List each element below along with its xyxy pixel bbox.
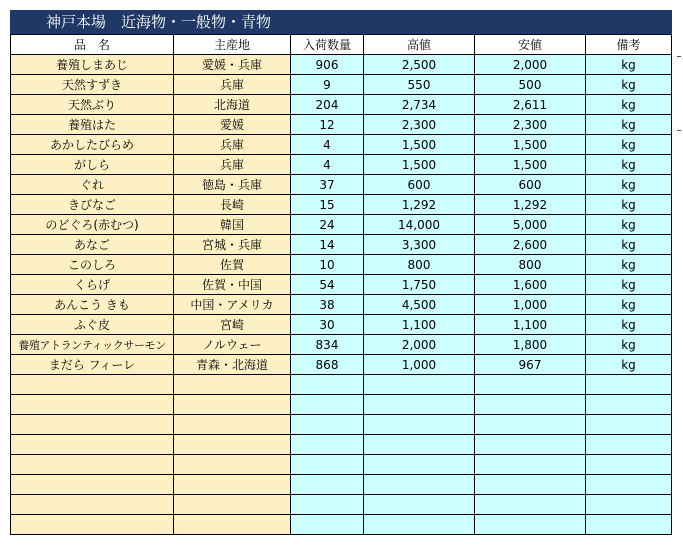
- high-price-cell: 1,500: [364, 135, 475, 155]
- low-price-cell: 600: [475, 175, 586, 195]
- empty-cell: [11, 475, 174, 495]
- note-cell: kg: [586, 155, 672, 175]
- header-row: [11, 35, 672, 55]
- quantity-cell: 14: [291, 235, 364, 255]
- sheet-title: 神戸本場 近海物・一般物・青物: [10, 10, 672, 34]
- empty-cell: [364, 495, 475, 515]
- low-price-cell: 1,500: [475, 155, 586, 175]
- quantity-cell: 868: [291, 355, 364, 375]
- high-price-cell: 600: [364, 175, 475, 195]
- empty-cell: [174, 455, 291, 475]
- note-cell: kg: [586, 75, 672, 95]
- empty-cell: [586, 515, 672, 535]
- empty-cell: [11, 495, 174, 515]
- low-price-cell: 1,000: [475, 295, 586, 315]
- note-cell: kg: [586, 55, 672, 75]
- table-row: [11, 175, 672, 195]
- low-price-cell: 800: [475, 255, 586, 275]
- quantity-cell: 10: [291, 255, 364, 275]
- quantity-cell: 37: [291, 175, 364, 195]
- item-name-cell: のどぐろ(赤むつ): [11, 215, 174, 235]
- note-cell: kg: [586, 135, 672, 155]
- empty-cell: [291, 375, 364, 395]
- low-price-cell: 2,300: [475, 115, 586, 135]
- quantity-cell: 834: [291, 335, 364, 355]
- table-row: [11, 255, 672, 275]
- origin-cell: 宮城・兵庫: [174, 235, 291, 255]
- item-name-cell: まだら フィーレ: [11, 355, 174, 375]
- item-name-cell: がしら: [11, 155, 174, 175]
- quantity-cell: 38: [291, 295, 364, 315]
- origin-cell: 韓国: [174, 215, 291, 235]
- note-cell: kg: [586, 355, 672, 375]
- low-price-cell: 1,800: [475, 335, 586, 355]
- empty-cell: [174, 395, 291, 415]
- item-name-cell: 天然すずき: [11, 75, 174, 95]
- empty-cell: [174, 475, 291, 495]
- table-row: [11, 295, 672, 315]
- edge-mark: [677, 130, 681, 131]
- empty-cell: [364, 375, 475, 395]
- empty-cell: [475, 455, 586, 475]
- empty-cell: [11, 455, 174, 475]
- origin-cell: 愛媛: [174, 115, 291, 135]
- header-low: 安値: [475, 35, 586, 55]
- low-price-cell: 967: [475, 355, 586, 375]
- empty-cell: [586, 375, 672, 395]
- empty-cell: [364, 455, 475, 475]
- low-price-cell: 1,100: [475, 315, 586, 335]
- empty-cell: [475, 375, 586, 395]
- empty-row: [11, 515, 672, 535]
- high-price-cell: 550: [364, 75, 475, 95]
- empty-cell: [364, 475, 475, 495]
- low-price-cell: 1,600: [475, 275, 586, 295]
- empty-cell: [364, 515, 475, 535]
- table-row: [11, 155, 672, 175]
- table-row: [11, 275, 672, 295]
- low-price-cell: 1,292: [475, 195, 586, 215]
- edge-mark: [677, 56, 681, 57]
- header-qty: 入荷数量: [291, 35, 364, 55]
- origin-cell: 中国・アメリカ: [174, 295, 291, 315]
- note-cell: kg: [586, 255, 672, 275]
- empty-cell: [291, 455, 364, 475]
- note-cell: kg: [586, 115, 672, 135]
- item-name-cell: くらげ: [11, 275, 174, 295]
- empty-cell: [586, 455, 672, 475]
- high-price-cell: 2,300: [364, 115, 475, 135]
- empty-cell: [291, 435, 364, 455]
- note-cell: kg: [586, 275, 672, 295]
- empty-cell: [11, 415, 174, 435]
- empty-cell: [475, 515, 586, 535]
- empty-cell: [174, 515, 291, 535]
- empty-cell: [291, 475, 364, 495]
- empty-cell: [174, 415, 291, 435]
- high-price-cell: 2,000: [364, 335, 475, 355]
- item-name-cell: あかしたびらめ: [11, 135, 174, 155]
- table-row: [11, 75, 672, 95]
- table-body: [11, 55, 672, 535]
- empty-row: [11, 455, 672, 475]
- quantity-cell: 24: [291, 215, 364, 235]
- empty-cell: [291, 515, 364, 535]
- high-price-cell: 4,500: [364, 295, 475, 315]
- item-name-cell: 養殖アトランティックサーモン: [11, 335, 174, 355]
- header-high: 高値: [364, 35, 475, 55]
- empty-cell: [586, 415, 672, 435]
- origin-cell: 兵庫: [174, 75, 291, 95]
- empty-row: [11, 495, 672, 515]
- origin-cell: ノルウェー: [174, 335, 291, 355]
- empty-row: [11, 415, 672, 435]
- empty-cell: [586, 395, 672, 415]
- note-cell: kg: [586, 315, 672, 335]
- origin-cell: 徳島・兵庫: [174, 175, 291, 195]
- high-price-cell: 3,300: [364, 235, 475, 255]
- empty-cell: [11, 375, 174, 395]
- item-name-cell: 養殖はた: [11, 115, 174, 135]
- empty-cell: [475, 395, 586, 415]
- empty-cell: [475, 415, 586, 435]
- high-price-cell: 1,292: [364, 195, 475, 215]
- note-cell: kg: [586, 215, 672, 235]
- note-cell: kg: [586, 235, 672, 255]
- quantity-cell: 15: [291, 195, 364, 215]
- low-price-cell: 5,000: [475, 215, 586, 235]
- empty-cell: [475, 475, 586, 495]
- item-name-cell: あなご: [11, 235, 174, 255]
- quantity-cell: 9: [291, 75, 364, 95]
- origin-cell: 佐賀: [174, 255, 291, 275]
- low-price-cell: 2,600: [475, 235, 586, 255]
- empty-cell: [586, 475, 672, 495]
- low-price-cell: 2,611: [475, 95, 586, 115]
- origin-cell: 愛媛・兵庫: [174, 55, 291, 75]
- origin-cell: 宮崎: [174, 315, 291, 335]
- empty-cell: [11, 395, 174, 415]
- header-name: 品 名: [11, 35, 174, 55]
- empty-cell: [364, 415, 475, 435]
- item-name-cell: 天然ぶり: [11, 95, 174, 115]
- empty-row: [11, 435, 672, 455]
- empty-cell: [174, 495, 291, 515]
- price-table: [10, 34, 672, 535]
- quantity-cell: 906: [291, 55, 364, 75]
- empty-cell: [11, 435, 174, 455]
- item-name-cell: きびなご: [11, 195, 174, 215]
- empty-cell: [475, 495, 586, 515]
- high-price-cell: 1,500: [364, 155, 475, 175]
- note-cell: kg: [586, 295, 672, 315]
- note-cell: kg: [586, 335, 672, 355]
- note-cell: kg: [586, 175, 672, 195]
- table-row: [11, 115, 672, 135]
- high-price-cell: 14,000: [364, 215, 475, 235]
- table-row: [11, 135, 672, 155]
- high-price-cell: 1,100: [364, 315, 475, 335]
- empty-cell: [11, 515, 174, 535]
- quantity-cell: 4: [291, 135, 364, 155]
- empty-cell: [174, 435, 291, 455]
- empty-cell: [475, 435, 586, 455]
- origin-cell: 北海道: [174, 95, 291, 115]
- empty-row: [11, 475, 672, 495]
- note-cell: kg: [586, 195, 672, 215]
- empty-row: [11, 375, 672, 395]
- item-name-cell: ふぐ皮: [11, 315, 174, 335]
- low-price-cell: 1,500: [475, 135, 586, 155]
- item-name-cell: あんこう きも: [11, 295, 174, 315]
- empty-cell: [291, 495, 364, 515]
- table-row: [11, 55, 672, 75]
- origin-cell: 長崎: [174, 195, 291, 215]
- empty-row: [11, 395, 672, 415]
- origin-cell: 兵庫: [174, 135, 291, 155]
- empty-cell: [291, 395, 364, 415]
- empty-cell: [364, 395, 475, 415]
- header-origin: 主産地: [174, 35, 291, 55]
- origin-cell: 佐賀・中国: [174, 275, 291, 295]
- table-row: [11, 95, 672, 115]
- quantity-cell: 204: [291, 95, 364, 115]
- empty-cell: [174, 375, 291, 395]
- item-name-cell: このしろ: [11, 255, 174, 275]
- origin-cell: 兵庫: [174, 155, 291, 175]
- item-name-cell: 養殖しまあじ: [11, 55, 174, 75]
- quantity-cell: 4: [291, 155, 364, 175]
- table-row: [11, 235, 672, 255]
- note-cell: kg: [586, 95, 672, 115]
- empty-cell: [586, 435, 672, 455]
- header-note: 備考: [586, 35, 672, 55]
- high-price-cell: 800: [364, 255, 475, 275]
- table-row: [11, 195, 672, 215]
- origin-cell: 青森・北海道: [174, 355, 291, 375]
- low-price-cell: 500: [475, 75, 586, 95]
- table-row: [11, 335, 672, 355]
- high-price-cell: 1,750: [364, 275, 475, 295]
- low-price-cell: 2,000: [475, 55, 586, 75]
- high-price-cell: 1,000: [364, 355, 475, 375]
- quantity-cell: 54: [291, 275, 364, 295]
- table-row: [11, 355, 672, 375]
- quantity-cell: 30: [291, 315, 364, 335]
- table-row: [11, 215, 672, 235]
- table-row: [11, 315, 672, 335]
- empty-cell: [586, 495, 672, 515]
- empty-cell: [364, 435, 475, 455]
- empty-cell: [291, 415, 364, 435]
- quantity-cell: 12: [291, 115, 364, 135]
- item-name-cell: ぐれ: [11, 175, 174, 195]
- high-price-cell: 2,734: [364, 95, 475, 115]
- high-price-cell: 2,500: [364, 55, 475, 75]
